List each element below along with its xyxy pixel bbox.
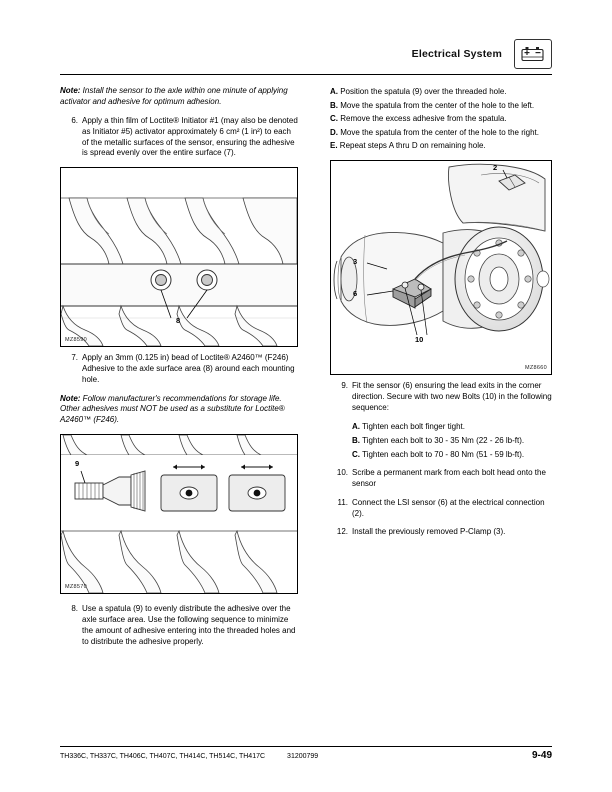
step-text: Move the spatula from the center of the hole to the left. <box>338 100 535 110</box>
step-text: Use a spatula (9) to evenly distribute the adhesive over the axle surface area. Use the following sequence to minimize the amount of adhesive entering into the threaded holes and to distribute the adhesive properly. <box>82 604 296 646</box>
steps-list-left-top <box>60 116 298 159</box>
figure-sensor-install <box>330 160 552 375</box>
step-text: Apply a thin film of Loctite® Initiator #1 (may also be denoted as Initiator #5) activator approximately 6 cm² (1 in²) to each of the metallic surfaces of the sensor, ensuring the adhesive is spread evenly over the entire surface (7). <box>82 116 298 158</box>
step-letter: A. <box>330 87 338 96</box>
footer-divider <box>60 746 552 747</box>
step-text: Move the spatula from the center of the hole to the right. <box>338 127 540 137</box>
lettered-step-d <box>330 127 552 139</box>
lettered-step-c <box>330 113 552 125</box>
figure-axle-surface <box>60 167 298 347</box>
step-text: Apply an 3mm (0.125 in) bead of Loctite® A2460™ (F246) Adhesive to the axle surface area (8) around each mounting hole. <box>82 353 295 384</box>
steps-list-right <box>330 381 552 413</box>
step-text: Install the previously removed P-Clamp (3). <box>352 527 506 537</box>
step-letter: B. <box>352 435 360 445</box>
figure-id: MZ8660 <box>525 364 547 371</box>
step-text: Repeat steps A thru D on remaining hole. <box>337 141 486 151</box>
step-text: Remove the excess adhesive from the spatula. <box>338 114 507 124</box>
steps-list-left-bottom <box>60 604 298 647</box>
step-letter: D. <box>330 127 338 137</box>
page-header <box>60 34 552 74</box>
header-title: Electrical System <box>411 48 502 60</box>
step-number: 11. <box>337 497 348 507</box>
step-text: Fit the sensor (6) ensuring the lead exits in the corner direction. Secure with two new Bolts (10) in the following sequence: <box>352 380 552 412</box>
note-label: Note: <box>60 393 81 403</box>
step-letter: C. <box>330 114 338 124</box>
lettered-step-b <box>330 100 552 112</box>
step-text: Position the spatula (9) over the threaded hole. <box>338 87 507 96</box>
battery-icon <box>514 39 552 69</box>
footer-part-number: 31200799 <box>287 753 319 760</box>
figure-callout-10: 10 <box>415 334 424 344</box>
figure-callout-6: 6 <box>353 288 358 298</box>
step-letter: E. <box>330 141 338 151</box>
list-item <box>60 353 298 385</box>
torque-step-a <box>352 421 552 433</box>
figure-callout-9: 9 <box>75 459 80 469</box>
page-footer <box>60 750 552 761</box>
list-item <box>330 381 552 413</box>
step-text: Connect the LSI sensor (6) at the electrical connection (2). <box>352 497 545 518</box>
step-number: 12. <box>336 527 348 537</box>
footer-page-number: 9-49 <box>531 750 552 761</box>
step-text: Tighten each bolt to 30 - 35 Nm (22 - 26 lb-ft). <box>360 435 525 445</box>
figure-callout-3: 3 <box>353 256 358 266</box>
step-text: Scribe a permanent mark from each bolt head onto the sensor <box>352 468 546 488</box>
torque-step-c <box>352 449 552 461</box>
step-letter: C. <box>352 449 360 459</box>
footer-models: TH336C, TH337C, TH406C, TH407C, TH414C, TH514C, TH417C <box>60 753 266 760</box>
note-storage-life <box>60 394 298 426</box>
step-number: 6. <box>71 116 78 126</box>
list-item <box>330 527 552 538</box>
step-number: 7. <box>71 353 78 363</box>
step-number: 8. <box>71 604 78 614</box>
step-letter: A. <box>352 422 360 432</box>
note-label: Note: <box>60 86 81 95</box>
figure-spatula <box>60 434 298 594</box>
figure-callout-2: 2 <box>493 162 498 172</box>
header-divider <box>60 74 552 75</box>
left-column <box>60 86 298 656</box>
step-letter: B. <box>330 100 338 110</box>
right-column <box>330 86 552 546</box>
figure-id: MZ8570 <box>65 584 87 591</box>
note-adhesion <box>60 86 298 107</box>
figure-id: MZ8590 <box>65 337 87 344</box>
step-number: 10. <box>336 468 348 478</box>
steps-list-right-bottom <box>330 468 552 538</box>
torque-step-b <box>352 435 552 447</box>
steps-list-left-mid <box>60 353 298 385</box>
step-number: 9. <box>341 380 348 390</box>
note-text: Install the sensor to the axle within one minute of applying activator and adhesive for optimum adhesion. <box>60 86 288 106</box>
figure-callout-8: 8 <box>176 316 181 326</box>
list-item <box>330 468 552 490</box>
step-text: Tighten each bolt to 70 - 80 Nm (51 - 59 lb-ft). <box>360 449 525 459</box>
list-item <box>60 604 298 647</box>
lettered-step-e <box>330 140 552 152</box>
lettered-step-a <box>330 86 552 98</box>
list-item <box>60 116 298 159</box>
step-text: Tighten each bolt finger tight. <box>360 422 465 432</box>
note-text: Follow manufacturer's recommendations for storage life. Other adhesives must NOT be used as a substitute for Loctite® A2460™ (F246). <box>60 393 285 424</box>
list-item <box>330 498 552 520</box>
